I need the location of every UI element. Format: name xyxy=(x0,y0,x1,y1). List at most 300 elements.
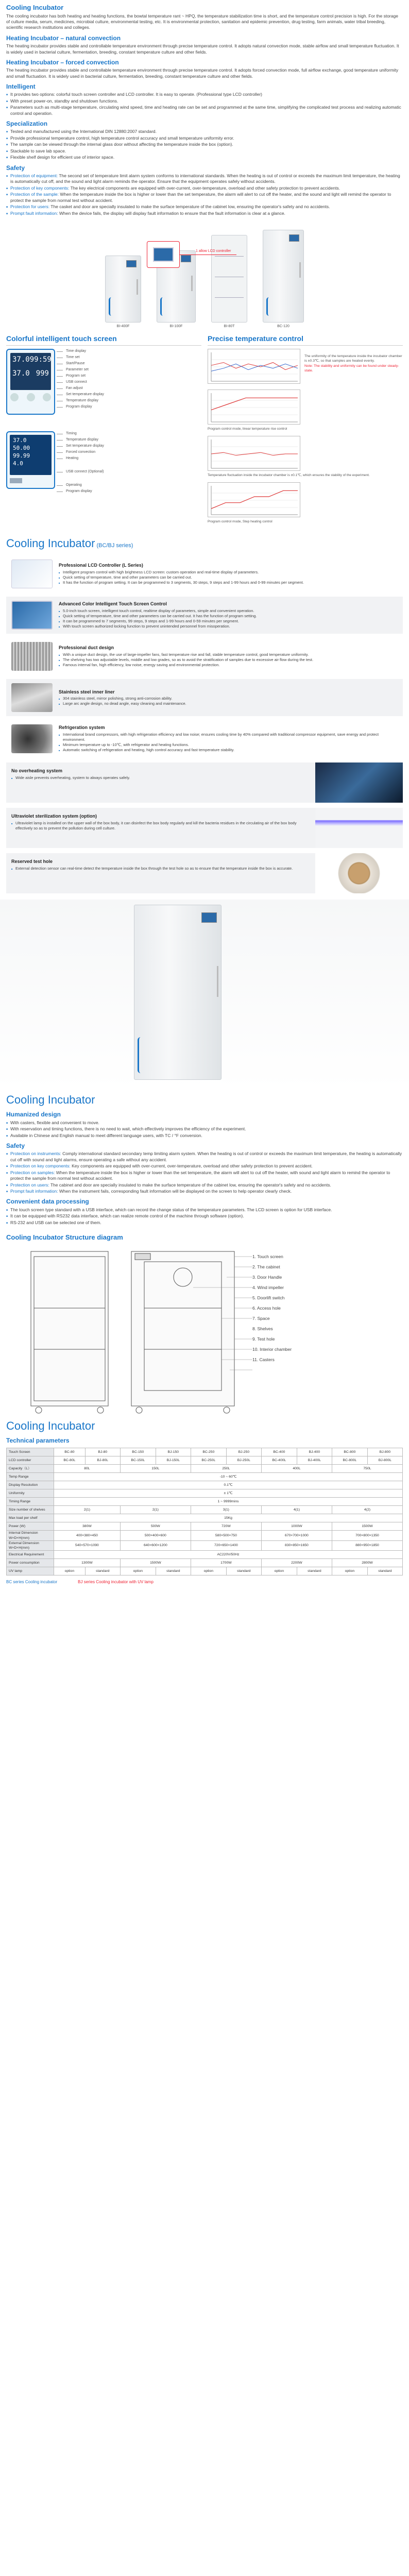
screen-program: 999 xyxy=(36,369,49,378)
screen-buttons xyxy=(10,393,51,401)
product-lineup xyxy=(0,221,409,329)
table-cell: 500W xyxy=(120,1522,191,1531)
row-header: Timing Range xyxy=(7,1498,54,1506)
series-line xyxy=(211,364,298,371)
table-cell: standard xyxy=(85,1567,120,1575)
safety-text: When the temperature inside the box is higher or lower than the set temperature, the alarm will alert to cut off the heater, with sound and light alarm to remind the operator to protect the sample from normal test without accident. xyxy=(10,1170,390,1181)
table-cell: 1300W xyxy=(54,1559,121,1567)
intro-title: Cooling Incubator xyxy=(6,4,64,11)
touch-figure-1 xyxy=(6,349,201,426)
table-row xyxy=(7,1551,403,1559)
safety-text: The cabinet and door are specially insulated to make the surface temperature of the cabinet low, ensuring the operator's safety and no accidents. xyxy=(50,1182,331,1188)
list-item: ■ With reservation and timing functions, there is no need to wait, which effectively improves the efficiency of the experiment. xyxy=(6,1126,403,1132)
intro2-section xyxy=(0,1092,409,1242)
liner-image xyxy=(11,683,53,712)
heating-forced-text: The heating incubator provides stable and controllable temperature environment through precise temperature control. It adopts forced convection mode, full airflow exchange, good temperature uniformity and small fluctuation. It is widely used in bacterial culture, fermentation, breeding, constant temperature culture and other fields. xyxy=(6,67,399,79)
list-item xyxy=(6,173,403,185)
table-cell: BJ-800 xyxy=(367,1448,402,1456)
list-item: ■ External detection sensor can real-time detect the temperature inside the box through the test hole so as to ensure that the temperature inside the box is accurate. xyxy=(11,866,310,871)
bcbj-title-series: (BC/BJ series) xyxy=(95,543,133,549)
safety-key: Prompt fault information: xyxy=(10,1188,58,1194)
intro2-title: Cooling Incubator xyxy=(6,1093,95,1106)
lcd-controller-image xyxy=(11,560,53,588)
table-cell: BJ-400L xyxy=(297,1456,332,1465)
heating-natural-title: Heating Incubator – natural convection xyxy=(6,34,121,42)
screen-time: 99:59 xyxy=(29,355,52,364)
safety-text: Key components are equipped with over-current, over-temperature, overload and other safety protection to prevent accident. xyxy=(72,1163,313,1169)
table-cell: option xyxy=(191,1567,226,1575)
specs-table-title: Technical parameters xyxy=(6,1437,70,1445)
table-cell: 1700W xyxy=(191,1559,261,1567)
door-handle xyxy=(191,276,193,291)
row-header: UV lamp xyxy=(7,1567,54,1575)
screen-time: 99.99 xyxy=(13,452,30,459)
product-label: BI-80T xyxy=(224,324,235,328)
label: Operating xyxy=(64,483,104,489)
table-row xyxy=(7,1473,403,1481)
table-cell: BJ-150L xyxy=(156,1456,191,1465)
row-header: Capacity（L） xyxy=(7,1465,54,1473)
series-line xyxy=(211,490,298,509)
table-cell: BJ-250L xyxy=(226,1456,261,1465)
safety2-list xyxy=(6,1151,403,1194)
table-cell: 830×850×1650 xyxy=(261,1540,332,1550)
safety-key: Protection on users: xyxy=(10,1182,49,1188)
label: Set temperature display xyxy=(64,392,104,398)
table-cell: 500×400×600 xyxy=(120,1531,191,1540)
table-cell: BC-250L xyxy=(191,1456,226,1465)
text-panel xyxy=(6,762,315,803)
list-item: ■ Quick setting of temperature, time and other parameters can be carried out. It has the function of program setting. xyxy=(59,614,398,619)
intelligent-title: Intelligent xyxy=(6,83,36,91)
list-item: ■ The shelving has two adjustable levels, middle and low grades, so as to avoid the stratification of samples due to excessive air flow during the test. xyxy=(59,657,398,663)
label: Program set xyxy=(64,374,104,380)
structure-diagram xyxy=(0,1246,409,1416)
table-cell: 1000W xyxy=(261,1522,332,1531)
screen-display xyxy=(10,353,51,390)
list-item: ■ It can be equipped with RS232 data interface, which can realize remote control of the machine through software (option). xyxy=(6,1213,403,1219)
footnote-bc: BC series Cooling incubator xyxy=(6,1580,58,1585)
table-cell: 580×500×750 xyxy=(191,1531,261,1540)
fluctuation-chart xyxy=(208,436,300,471)
specialization-title: Specialization xyxy=(6,120,48,128)
compressor-image xyxy=(11,724,53,753)
table-cell: option xyxy=(261,1567,297,1575)
table-cell: 1500W xyxy=(120,1559,191,1567)
safety-key: Protection on key components: xyxy=(10,1163,71,1169)
precise-block-2 xyxy=(208,389,403,432)
table-row xyxy=(7,1522,403,1531)
table-cell: 640×600×1200 xyxy=(120,1540,191,1550)
list-item: ■ Parameters such as multi-stage temperature, circulating wind speed, time and heating rate can be set and programmed at the same time, simplifying the complicated test process and realizing automatic control and operation. xyxy=(6,105,403,116)
table-cell: standard xyxy=(297,1567,332,1575)
table-cell: BJ-800L xyxy=(367,1456,402,1465)
label: Program display xyxy=(64,404,104,411)
touch-controller-image xyxy=(11,601,53,630)
row-header: Max load per shelf xyxy=(7,1514,54,1522)
button-icon xyxy=(43,393,51,401)
block-title: Reserved test hole xyxy=(11,858,53,864)
table-cell: BC-80 xyxy=(54,1448,86,1456)
reserved-block xyxy=(6,853,403,893)
control-panel xyxy=(126,260,137,267)
specs-section-title: Cooling Incubator xyxy=(6,1419,95,1432)
row-header: Power (W) xyxy=(7,1522,54,1531)
touch-labels-1 xyxy=(64,349,104,411)
page xyxy=(0,3,409,1585)
table-row xyxy=(7,1498,403,1506)
safety-text: The second set of temperature limit alarm system conforms to international standards. When the heating is out of control or exceeds the maximum limit temperature, the heating is automatically cut off, and the sound and light alarm reminds the operator. Ensure that the equipment operates safely without accidents. xyxy=(10,173,400,184)
cabinet-image xyxy=(211,235,247,323)
legend-item: 6. Access hole xyxy=(252,1305,281,1311)
screen-temp: 37.0 xyxy=(12,355,30,364)
list-item: ■ Tested and manufactured using the International DIN 12880:2007 standard. xyxy=(6,129,403,134)
row-header: Size number of shelves xyxy=(7,1506,54,1514)
heating-natural-text: The heating incubator provides stable and controllable temperature environment through precise temperature control. It adopts natural convection mode, stable airflow and small temperature fluctuation. It is widely used in bacterial culture, fermentation, breeding, constant temperature culture and other fields. xyxy=(6,43,399,55)
step-heating-chart xyxy=(208,482,300,517)
list-item: ■ The touch screen type standard with a USB interface, which can record the change status of the temperature parameters. The LCD screen is option for USB interface. xyxy=(6,1207,403,1213)
callout-text: 1 allow LCD controller xyxy=(196,249,231,253)
no-overheat-block xyxy=(6,762,403,803)
screen-temp: 37.0 xyxy=(13,437,27,444)
table-cell: option xyxy=(332,1567,367,1575)
precise-block-3 xyxy=(208,436,403,478)
table-cell: ± 1℃ xyxy=(54,1489,403,1498)
linear-rise-chart xyxy=(208,389,300,425)
label: Timing xyxy=(64,431,104,437)
specialization-list xyxy=(6,129,403,160)
row-header: Temp Range xyxy=(7,1473,54,1481)
list-item: ■ Wide aisle prevents overheating, system to always operates safely. xyxy=(11,775,310,781)
touch-screen-1 xyxy=(6,349,55,415)
product-label: BI-100F xyxy=(169,324,183,328)
product-bc120 xyxy=(263,230,304,329)
safety-key: Protection of key components: xyxy=(10,185,70,191)
chart-caption: Temperature fluctuation inside the incubator chamber is ±0.1℃, which ensures the stability of the experiment. xyxy=(208,473,370,478)
controller-callout xyxy=(147,241,180,268)
list-item: ■ With a unique duct design, the use of large-impeller fans, fast temperature rise and fall, stable temperature control, good temperature uniformity. xyxy=(59,652,398,657)
duct-image xyxy=(11,642,53,671)
door-handle xyxy=(217,966,218,997)
safety-key: Protection on samples: xyxy=(10,1170,55,1175)
table-cell: 400L xyxy=(261,1465,332,1473)
table-cell: BJ-150 xyxy=(156,1448,191,1456)
specs-section xyxy=(0,1418,409,1585)
label: Time display xyxy=(64,349,104,355)
table-cell: 80L xyxy=(54,1465,121,1473)
table-row xyxy=(7,1559,403,1567)
structure-title: Cooling Incubator Structure diagram xyxy=(6,1233,123,1242)
touch-labels-2 xyxy=(64,431,104,495)
table-row xyxy=(7,1540,403,1550)
row-header: Uniformity xyxy=(7,1489,54,1498)
feature-title: Advanced Color Intelligent Touch Screen Control xyxy=(59,601,167,607)
safety-text: When the instrument fails, corresponding fault information will be displayed on the screen to help operator clearly check. xyxy=(59,1188,292,1194)
button-icon xyxy=(27,393,35,401)
table-cell: BJ-80L xyxy=(85,1456,120,1465)
usb-port-icon xyxy=(10,478,22,483)
control-panel xyxy=(201,912,217,923)
cabinet-image xyxy=(263,230,304,323)
table-cell: BC-800 xyxy=(332,1448,367,1456)
humanized-title: Humanized design xyxy=(6,1111,61,1118)
table-cell: BC-80L xyxy=(54,1456,86,1465)
screen-set-temp: 37.0 xyxy=(12,369,30,378)
intro-section xyxy=(0,3,409,216)
table-cell: 2(1) xyxy=(120,1506,191,1514)
data-list xyxy=(6,1207,403,1226)
label: Fan adjust xyxy=(64,386,104,392)
controller-image xyxy=(153,247,174,262)
label: Heating xyxy=(64,456,104,462)
table-cell: 15Kg xyxy=(54,1514,403,1522)
control-panel xyxy=(181,255,191,262)
table-row xyxy=(7,1456,403,1465)
legend-item: 10. Interior chamber xyxy=(252,1346,292,1352)
legend-item: 1. Touch screen xyxy=(252,1253,283,1259)
overheat-image xyxy=(315,762,403,803)
spec-table xyxy=(6,1448,403,1575)
list-item xyxy=(6,211,403,216)
feature-refrigeration xyxy=(6,720,403,757)
feature-duct xyxy=(6,638,403,675)
table-cell: 750L xyxy=(332,1465,402,1473)
safety-list xyxy=(6,173,403,216)
row-header: Internal Dimension W×D×H(mm) xyxy=(7,1531,54,1540)
row-header: Electrical Requirement xyxy=(7,1551,54,1559)
chart-caption: The uniformity of the temperature inside the incubator chamber is ±0.3℃, so that samples are heated evenly. xyxy=(304,354,402,363)
label: Set temperature display xyxy=(64,444,104,450)
shelf xyxy=(215,256,244,257)
button-icon xyxy=(10,393,19,401)
feature-title: Professional duct design xyxy=(59,645,114,651)
list-item: ■ Stackable to save lab space. xyxy=(6,148,403,154)
table-cell: option xyxy=(54,1567,86,1575)
feature-touch xyxy=(6,597,403,634)
safety-key: Protection of the sample: xyxy=(10,192,59,197)
legend-item: 11. Casters xyxy=(252,1357,275,1362)
cabinet-image xyxy=(134,905,221,1080)
row-header: Display Resolution xyxy=(7,1481,54,1489)
safety-key: Prompt fault information: xyxy=(10,210,58,216)
safety-text: The key electrical components are equipped with over-current, over-temperature, overload and other safety protection to prevent accidents. xyxy=(70,185,340,191)
list-item: ■ With touch screen authorized locking function to prevent unintended personnel from misoperation. xyxy=(59,624,398,629)
features-two-col xyxy=(0,334,409,529)
table-cell: BC-800L xyxy=(332,1456,367,1465)
footnote-bj: BJ series Cooling incubator with UV lamp xyxy=(78,1580,154,1585)
precise-title: Precise temperature control xyxy=(208,334,403,346)
shelf xyxy=(215,297,244,298)
cabinet-body xyxy=(134,905,221,1080)
list-item: ■ 5.0-inch touch screen, intelligent touch control, realtime display of parameters, simple and convenient operation. xyxy=(59,608,398,614)
row-header: Touch Screen xyxy=(7,1448,54,1456)
legend-item: 4. Wind impeller xyxy=(252,1284,284,1290)
intelligent-list xyxy=(6,92,403,116)
legend-item: 5. Doorlift switch xyxy=(252,1295,285,1300)
list-item xyxy=(6,1170,403,1182)
list-item: ■ Available in Chinese and English manual to meet different language users, with TC / °F conversion. xyxy=(6,1133,403,1139)
list-item: ■ Quick setting of temperature, time and other parameters can be carried out. xyxy=(59,575,398,580)
list-item xyxy=(6,1151,403,1163)
screen-display xyxy=(10,435,52,475)
list-item: ■ Flexible shelf design for efficient use of interior space. xyxy=(6,155,403,160)
table-row xyxy=(7,1506,403,1514)
label: Time set xyxy=(64,355,104,361)
table-cell: BJ-250 xyxy=(226,1448,261,1456)
table-row xyxy=(7,1567,403,1575)
safety-text: When the temperature inside the box is higher or lower than the set temperature, the alarm will alert to cut off the heater, and the sound and light will remind the operator to protect the sample from normal test without accident. xyxy=(10,192,391,203)
label: USB connect (Optional) xyxy=(64,469,104,476)
table-cell: 150L xyxy=(120,1465,191,1473)
list-item: ■ With preset power-on, standby and shutdown functions. xyxy=(6,98,403,104)
text-panel xyxy=(6,808,315,848)
brand-stripe xyxy=(160,297,165,316)
list-item xyxy=(6,1189,403,1194)
table-cell: 3(1) xyxy=(191,1506,261,1514)
table-cell: 0.1℃ xyxy=(54,1481,403,1489)
touch-figure-2 xyxy=(6,431,201,498)
list-item: ■ Provide professional temperature control, high temperature control accuracy and small temperature uniformity error. xyxy=(6,135,403,141)
list-item xyxy=(6,192,403,204)
table-cell: 540×570×1090 xyxy=(54,1540,121,1550)
door-handle xyxy=(137,279,138,295)
list-item: ■ The sample can be viewed through the internal glass door without affecting the temperature inside the box (option). xyxy=(6,142,403,147)
feature-title: Refrigeration system xyxy=(59,725,105,731)
structure-drawing xyxy=(0,1246,409,1416)
intro-lead: The cooling incubator has both heating and heating functions, the bowtal temperature rant ~ HPQ, the temperature stabilization time is short, and the temperature control precision is high. For the storage of culture media, serum, medicines, microbial culture, environmental testing, etc. It is environmental protection, sanitation and epidemic prevention, drug testing, farm animals, water tribal breeding, scientific research institutions and colleges. xyxy=(6,13,398,30)
list-item xyxy=(6,204,403,210)
table-cell: BC-150 xyxy=(120,1448,156,1456)
table-row xyxy=(7,1531,403,1540)
text-panel xyxy=(6,853,315,893)
screen-program: 4.0 xyxy=(13,460,23,467)
series-line xyxy=(211,363,298,370)
list-item xyxy=(6,1182,403,1188)
feature-title: Professional LCD Controller (L Series) xyxy=(59,563,143,568)
table-cell: 720×650×1400 xyxy=(191,1540,261,1550)
label: Forced convection xyxy=(64,450,104,456)
safety-text: When the device fails, the display will display fault information to ensure that the fault information is clear at a glance. xyxy=(59,210,285,216)
uv-block xyxy=(6,808,403,848)
table-cell: 720W xyxy=(191,1522,261,1531)
table-cell: 2(1) xyxy=(54,1506,121,1514)
row-header: LCD controller xyxy=(7,1456,54,1465)
table-row xyxy=(7,1489,403,1498)
table-cell: BJ-80 xyxy=(85,1448,120,1456)
precise-col xyxy=(208,334,403,529)
list-item: ■ Minimum temperature up to -10℃, with refrigerator and heating functions. xyxy=(59,742,398,748)
legend-item: 8. Shelves xyxy=(252,1326,273,1331)
list-item: ■ Large arc angle design, no dead angle, easy cleaning and maintenance. xyxy=(59,701,398,706)
table-cell: AC220V/50Hz xyxy=(54,1551,403,1559)
table-cell: 1 ~ 9999mins xyxy=(54,1498,403,1506)
safety-key: Protection on instruments: xyxy=(10,1151,61,1157)
uv-lamp-image xyxy=(315,808,403,848)
list-item: ■ With casters, flexible and convenient to move. xyxy=(6,1120,403,1126)
safety2-title: Safety xyxy=(6,1142,25,1149)
brand-stripe xyxy=(138,1037,146,1073)
table-row xyxy=(7,1481,403,1489)
block-title: Ultraviolet sterilization system (option) xyxy=(11,813,97,819)
chart-caption: Program control mode, Step heating control xyxy=(208,520,272,524)
label: Program display xyxy=(64,489,104,495)
table-cell: standard xyxy=(226,1567,261,1575)
list-item: ■ It has the function of program setting. It can be programmed to 3 segments, 30 steps, 9 steps and 1-99 hours and 0-99 minutes per segment. xyxy=(59,580,398,585)
table-cell: standard xyxy=(367,1567,402,1575)
spec-footnotes xyxy=(6,1580,403,1585)
label: Start/Pause xyxy=(64,361,104,367)
screen-set-temp: 50.00 xyxy=(13,445,30,451)
brand-stripe xyxy=(266,297,271,316)
list-item xyxy=(6,185,403,191)
structure-legend xyxy=(252,1251,292,1365)
product-label: BI-400F xyxy=(116,324,130,328)
label: Temperature display xyxy=(64,398,104,404)
label: USB connect xyxy=(64,380,104,386)
safety-text: The casket and door are specially insulated to make the surface temperature of the cabinet low, ensuring the operator's safety and no accidents. xyxy=(50,204,330,210)
list-item xyxy=(6,1163,403,1169)
bcbj-title-main: Cooling Incubator xyxy=(6,537,95,550)
list-item: ■ Ultraviolet lamp is installed on the upper wall of the box body, it can disinfect the box body regularly and kill the bacteria residues in the circulating air of the box body effectively so as to prevent the pollution during cell culture. xyxy=(11,821,310,831)
safety-key: Protection of equipment: xyxy=(10,173,58,178)
heating-forced-title: Heating Incubator – forced convection xyxy=(6,59,119,66)
table-cell: 2200W xyxy=(261,1559,332,1567)
chart-caption: Program control mode, linear temperature rise control xyxy=(208,427,287,431)
table-row xyxy=(7,1448,403,1456)
list-item: ■ International brand compressors, with high refrigeration efficiency and low noise; ensures cooling time by 40% compared with traditional compressor equipment, save energy and protect environment. xyxy=(59,732,398,742)
list-item: ■ It can be programmed to 7 segments, 99 steps, 9 steps and 1-99 hours and 0-59 minutes per segment. xyxy=(59,619,398,624)
row-header: External Dimension W×D×H(mm) xyxy=(7,1540,54,1550)
table-cell: 4(1) xyxy=(261,1506,332,1514)
table-cell: BC-400 xyxy=(261,1448,297,1456)
bcbj-title xyxy=(6,536,403,551)
door-handle xyxy=(299,262,301,278)
table-cell: option xyxy=(120,1567,156,1575)
feature-liner xyxy=(6,679,403,716)
block-title: No overheating system xyxy=(11,768,63,773)
table-cell: BC-250 xyxy=(191,1448,226,1456)
feature-lcd xyxy=(6,555,403,592)
list-item: ■ 304 stainless steel, mirror polishing, strong anti-corrosion ability. xyxy=(59,696,398,701)
list-item: ■ RS-232 and USB can be selected one of them. xyxy=(6,1220,403,1226)
list-item: ■ Famous internal fan, high efficiency, low noise, energy saving and environmental protection. xyxy=(59,663,398,668)
test-hole-image xyxy=(315,853,403,893)
safety-key: Protection for users: xyxy=(10,204,50,210)
control-panel xyxy=(289,234,299,242)
safety-title: Safety xyxy=(6,164,25,172)
safety-text: Comply international standard secondary temp limiting alarm system. When the heating is out of control or exceeds the maximum limit temperature, the heating is automatically cut off with sound and light alarms, ensure operating a safe without any accident. xyxy=(10,1151,402,1162)
list-item: ■ Intelligent program control with high brightness LCD screen: custom operation and real-time display of parameters. xyxy=(59,570,398,575)
product-label: BC-120 xyxy=(277,324,289,328)
brand-stripe xyxy=(109,297,114,316)
series-line xyxy=(211,398,298,410)
table-cell: 250L xyxy=(191,1465,261,1473)
touch-col xyxy=(6,334,201,529)
table-cell: BC-400L xyxy=(261,1456,297,1465)
list-item: ■ It provides two options: colorful touch screen controller and LCD controller. It is easy to operate. (Professional type LCD controller) xyxy=(6,92,403,97)
touch-title: Colorful intelligent touch screen xyxy=(6,334,201,346)
table-cell: 880×950×1850 xyxy=(332,1540,402,1550)
legend-item: 3. Door Handle xyxy=(252,1274,282,1280)
table-cell: standard xyxy=(156,1567,191,1575)
table-cell: 400×380×450 xyxy=(54,1531,121,1540)
hero-cabinet xyxy=(0,900,409,1090)
table-cell: 670×700×1000 xyxy=(261,1531,332,1540)
feature-title: Stainless steel inner liner xyxy=(59,689,115,694)
legend-item: 9. Test hole xyxy=(252,1336,275,1342)
precise-block-1 xyxy=(208,349,403,385)
table-cell: 380W xyxy=(54,1522,121,1531)
